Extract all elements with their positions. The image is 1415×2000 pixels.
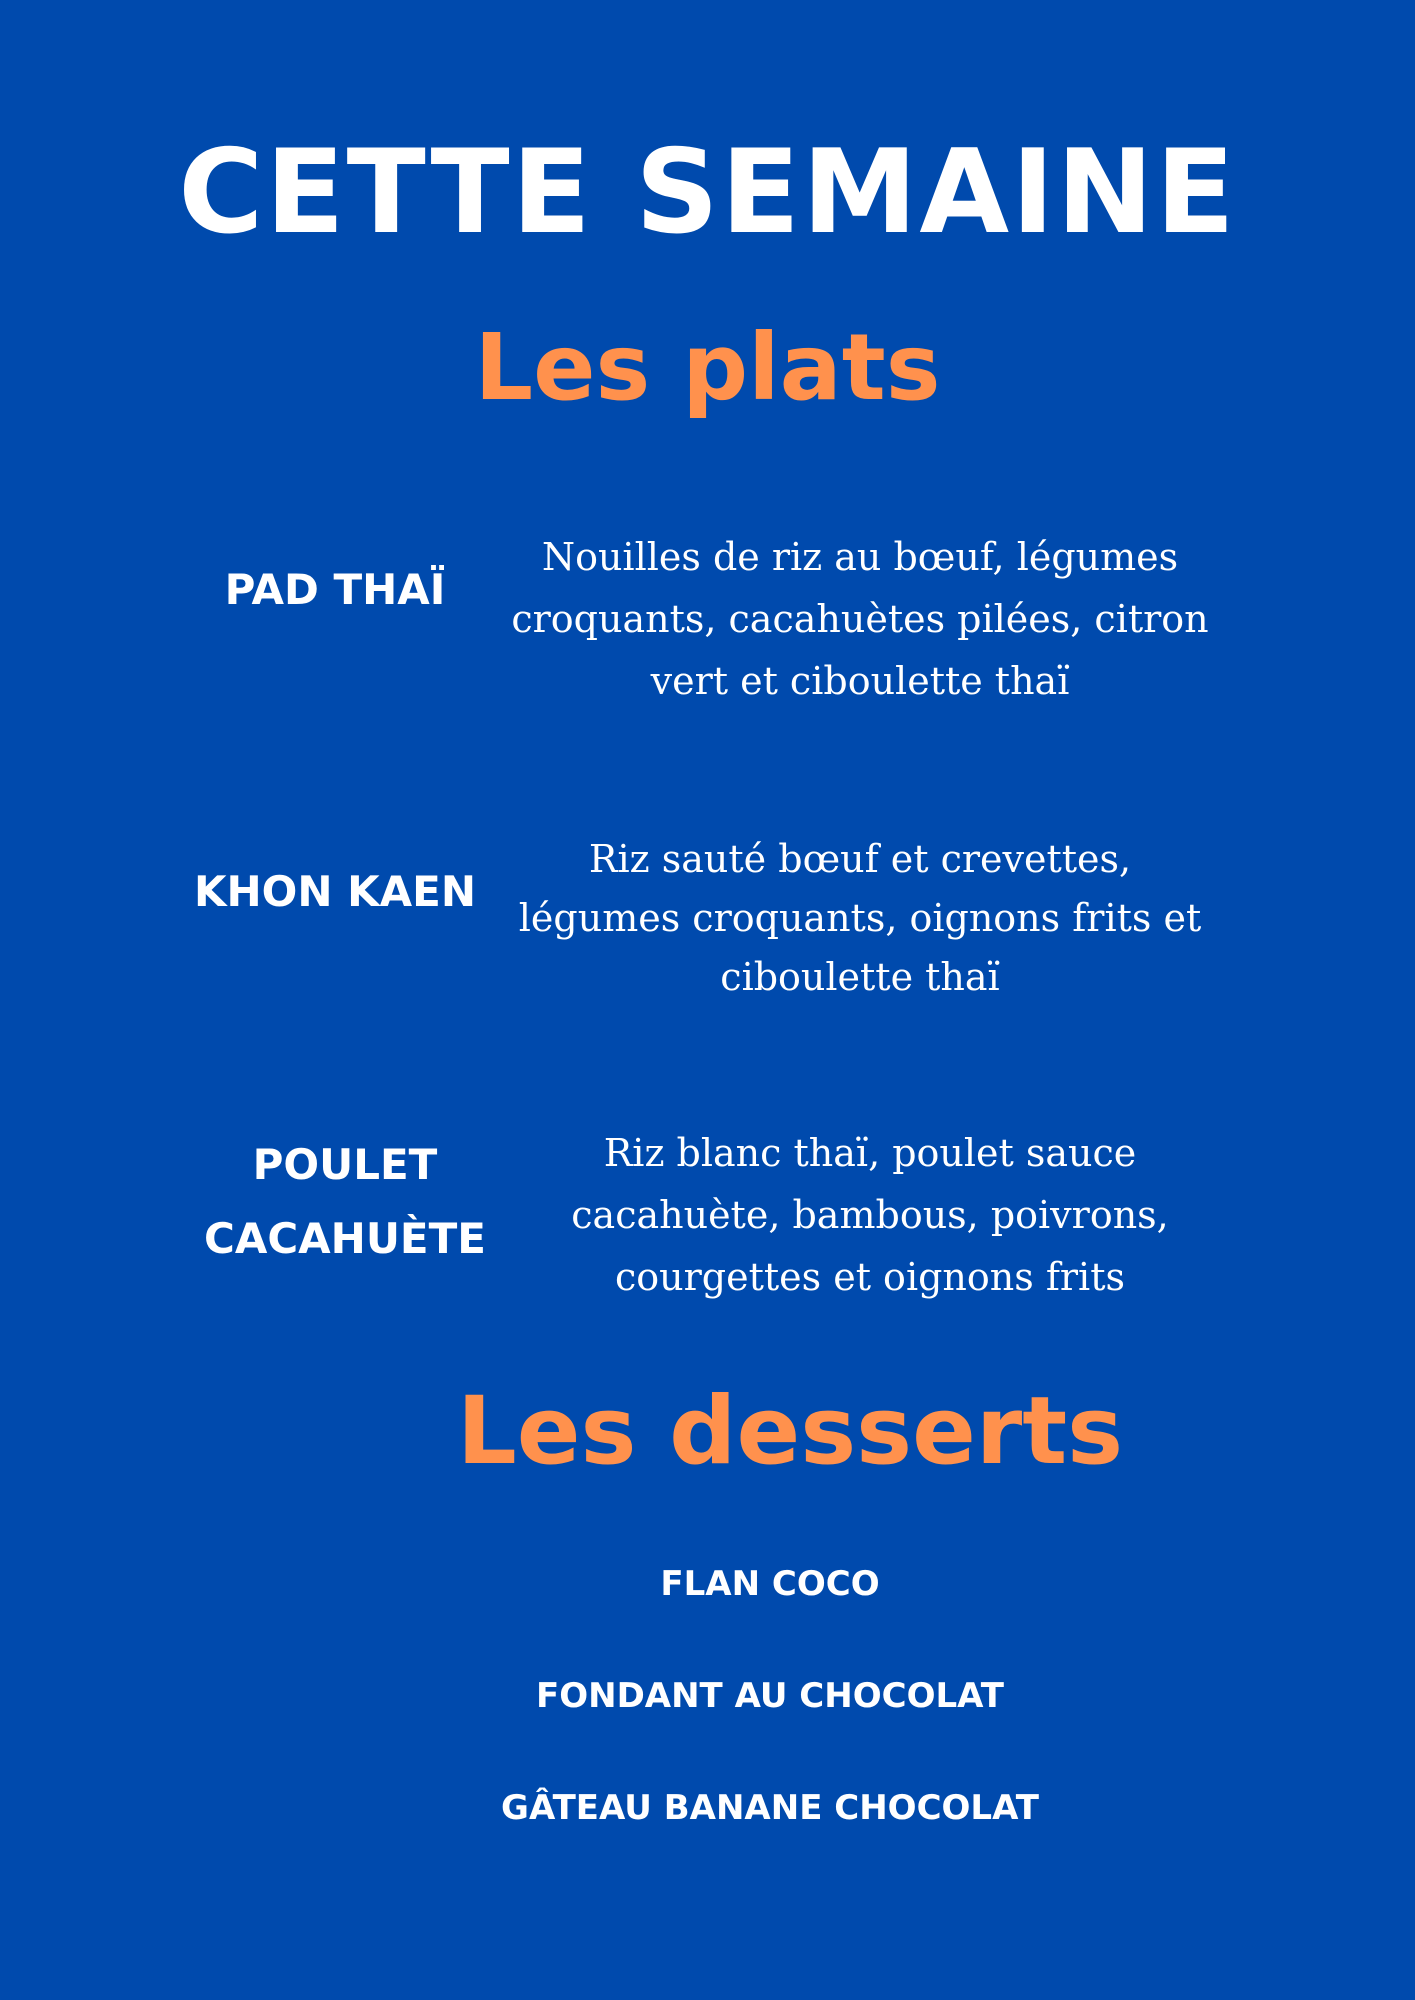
dish-description-poulet-cacahuete: Riz blanc thaï, poulet sauce cacahuète, bambous, poivrons, courgettes et oignons frits bbox=[571, 1131, 1169, 1299]
dish-name-poulet-cacahuete: POULET CACAHUÈTE bbox=[204, 1140, 486, 1263]
dessert-item: GÂTEAU BANANE CHOCOLAT bbox=[501, 1788, 1039, 1828]
dessert-item: FONDANT AU CHOCOLAT bbox=[535, 1676, 1004, 1716]
page-title: CETTE SEMAINE bbox=[178, 125, 1237, 260]
dish-description-khon-kaen: Riz sauté bœuf et crevettes, légumes croquants, oignons frits et ciboulette thaï bbox=[518, 837, 1202, 999]
dessert-item: FLAN COCO bbox=[660, 1564, 880, 1604]
plats-heading: Les plats bbox=[474, 314, 941, 421]
dish-description-pad-thai: Nouilles de riz au bœuf, légumes croquants, cacahuètes pilées, citron vert et ciboulette thaï bbox=[511, 535, 1209, 703]
dish-name-pad-thai: PAD THAÏ bbox=[224, 565, 446, 614]
dish-name-khon-kaen: KHON KAEN bbox=[193, 867, 477, 916]
desserts-heading: Les desserts bbox=[456, 1377, 1124, 1486]
